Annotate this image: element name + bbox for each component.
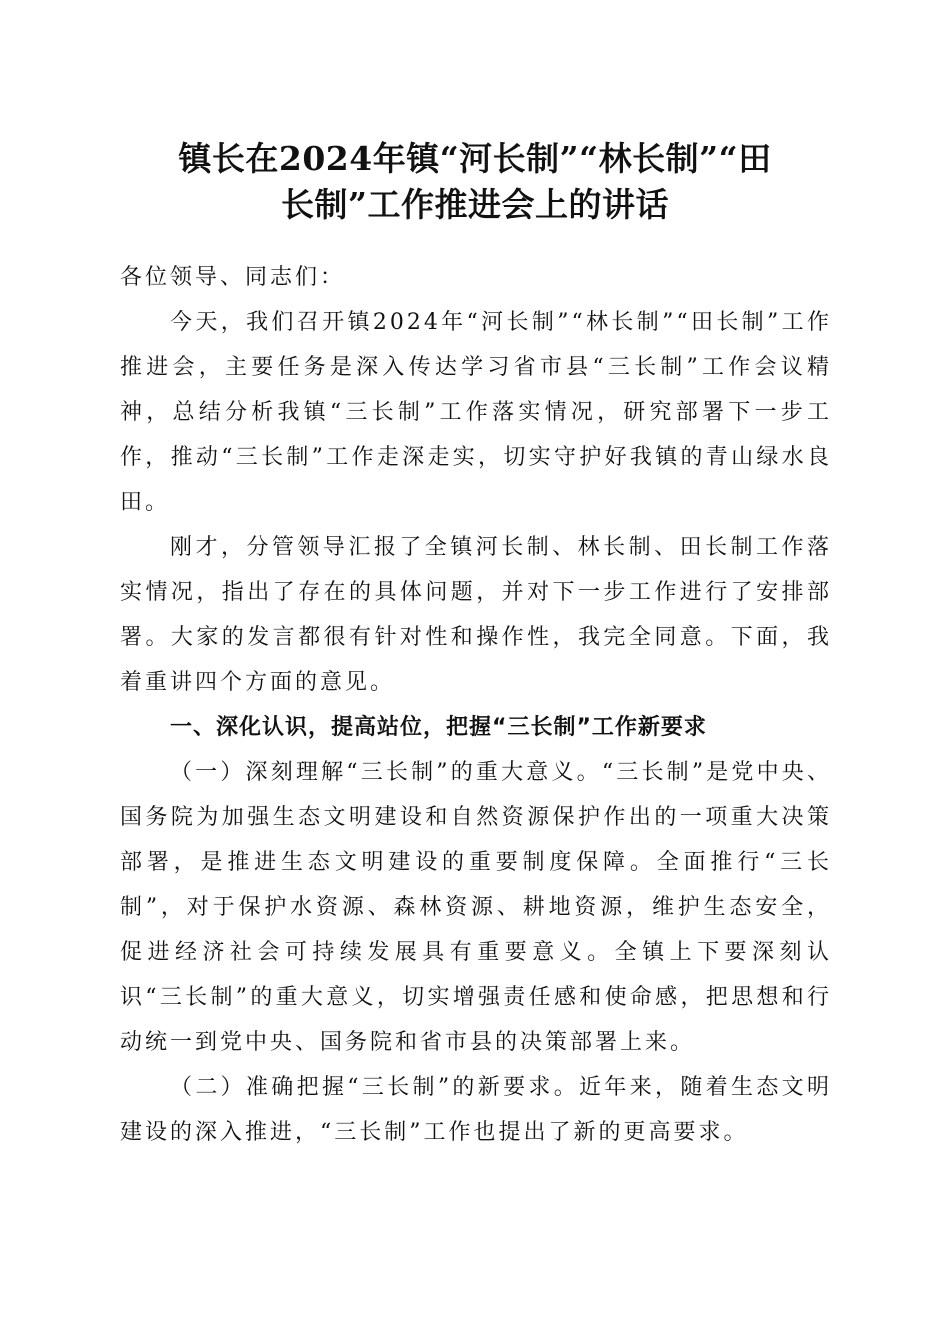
paragraph-opening: 今天，我们召开镇2024年“河长制”“林长制”“田长制”工作推进会，主要任务是深入传达学习省市县“三长制”工作会议精神，总结分析我镇“三长制”工作落实情况，研究部署下一步工作，推动“三长制”工作走深走实，切实守护好我镇的青山绿水良田。 <box>120 310 832 515</box>
salutation: 各位领导、同志们： <box>120 265 346 290</box>
section-heading-1: 一、深化认识，提高站位，把握“三长制”工作新要求 <box>170 715 707 740</box>
title-line-2: 长制”工作推进会上的讲话 <box>281 185 669 224</box>
title-line-1: 镇长在2024年镇“河长制”“林长制”“田 <box>178 139 772 178</box>
section-1-paragraph-2: （二）准确把握“三长制”的新要求。近年来，随着生态文明建设的深入推进，“三长制”工作也提出了新的更高要求。 <box>120 1075 832 1145</box>
paragraph-report: 刚才，分管领导汇报了全镇河长制、林长制、田长制工作落实情况，指出了存在的具体问题，并对下一步工作进行了安排部署。大家的发言都很有针对性和操作性，我完全同意。下面，我着重讲四个方面的意见。 <box>120 535 832 695</box>
document-body <box>120 255 832 1155</box>
document-title <box>100 136 850 228</box>
section-1-paragraph-1: （一）深刻理解“三长制”的重大意义。“三长制”是党中央、国务院为加强生态文明建设和自然资源保护作出的一项重大决策部署，是推进生态文明建设的重要制度保障。全面推行“三长制”，对于保护水资源、森林资源、耕地资源，维护生态安全，促进经济社会可持续发展具有重要意义。全镇上下要深刻认识“三长制”的重大意义，切实增强责任感和使命感，把思想和行动统一到党中央、国务院和省市县的决策部署上来。 <box>120 760 832 1055</box>
